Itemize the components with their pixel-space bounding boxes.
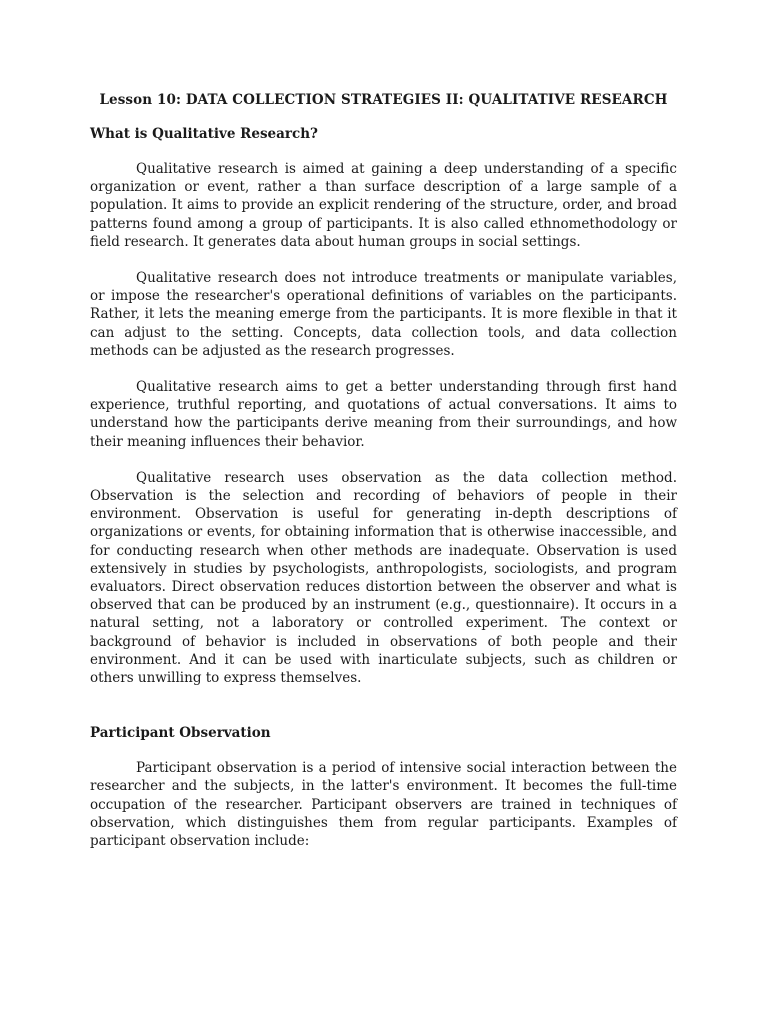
paragraph: Qualitative research does not introduce treatments or manipulate variables, or impose the researcher's operational definitions of variables on the participants. Rather, it lets the meaning emerge from the participants. It is more flexible in that it can adjust to the setting. Concepts, data collection tools, and data collection methods can be adjusted as the research progresses. <box>90 270 677 359</box>
paragraph: Qualitative research uses observation as the data collection method. Observation is the selection and recording of behaviors of people in their environment. Observation is useful for generating in-depth descriptions of organizations or events, for obtaining information that is otherwise inaccessible, and for conducting research when other methods are inadequate. Observation is used extensively in studies by psychologists, anthropologists, sociologists, and program evaluators. Direct observation reduces distortion between the observer and what is observed that can be produced by an instrument (e.g., questionnaire). It occurs in a natural setting, not a laboratory or controlled experiment. The context or background of behavior is included in observations of both people and their environment. And it can be used with inarticulate subjects, such as children or others unwilling to express themselves. <box>90 469 677 687</box>
section-heading-participant-observation: Participant Observation <box>90 725 271 742</box>
document-page <box>90 92 677 868</box>
paragraph: Qualitative research aims to get a better understanding through first hand experience, truthful reporting, and quotations of actual conversations. It aims to understand how the participants derive meaning from their surroundings, and how their meaning influences their behavior. <box>90 379 677 450</box>
paragraph: Participant observation is a period of intensive social interaction between the researcher and the subjects, in the latter's environment. It becomes the full-time occupation of the researcher. Participant observers are trained in techniques of observation, which distinguishes them from regular participants. Examples of participant observation include: <box>90 760 677 850</box>
lesson-title: Lesson 10: DATA COLLECTION STRATEGIES II: QUALITATIVE RESEARCH <box>99 92 668 108</box>
section-heading-what-is-qualitative-research: What is Qualitative Research? <box>90 126 318 142</box>
paragraph: Qualitative research is aimed at gaining a deep understanding of a specific organization or event, rather a than surface description of a large sample of a population. It aims to provide an explicit rendering of the structure, order, and broad patterns found among a group of participants. It is also called ethnomethodology or field research. It generates data about human groups in social settings. <box>90 161 677 250</box>
